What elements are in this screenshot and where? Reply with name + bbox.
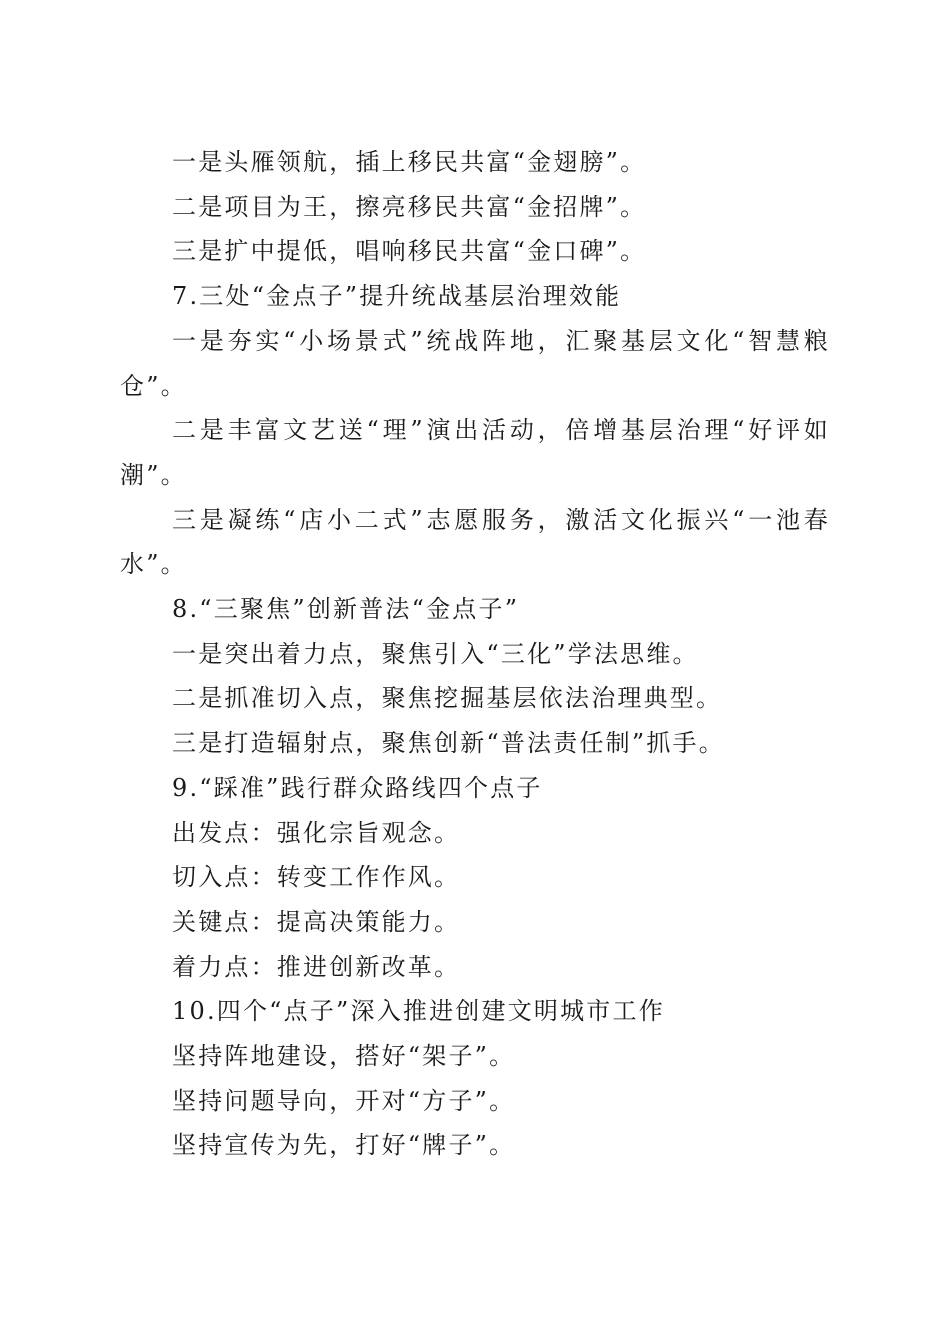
section-heading-9: 9.“踩准”践行群众路线四个点子 xyxy=(172,773,543,802)
paragraph: 坚持阵地建设，搭好“架子”。 xyxy=(172,1042,516,1071)
section-heading-7: 7.三处“金点子”提升统战基层治理效能 xyxy=(172,282,622,311)
paragraph: 坚持问题导向，开对“方子”。 xyxy=(172,1086,516,1115)
paragraph: 一是夯实“小场景式”统战阵地，汇聚基层文化“智慧粮仓”。 xyxy=(120,326,830,400)
section-heading-10: 10.四个“点子”深入推进创建文明城市工作 xyxy=(172,997,665,1026)
paragraph: 三是打造辐射点，聚焦创新“普法责任制”抓手。 xyxy=(172,729,725,758)
paragraph: 坚持宣传为先，打好“牌子”。 xyxy=(172,1131,516,1160)
paragraph: 出发点：强化宗旨观念。 xyxy=(172,818,461,847)
paragraph: 切入点：转变工作作风。 xyxy=(172,863,461,892)
paragraph: 三是扩中提低，唱响移民共富“金口碑”。 xyxy=(172,237,647,266)
paragraph: 二是项目为王，擦亮移民共富“金招牌”。 xyxy=(172,192,647,221)
paragraph: 二是丰富文艺送“理”演出活动，倍增基层治理“好评如潮”。 xyxy=(120,416,830,489)
paragraph: 三是凝练“店小二式”志愿服务，激活文化振兴“一池春水”。 xyxy=(120,505,830,579)
paragraph: 一是突出着力点，聚焦引入“三化”学法思维。 xyxy=(172,639,699,668)
paragraph: 一是头雁领航，插上移民共富“金翅膀”。 xyxy=(172,148,647,176)
paragraph: 关键点：提高决策能力。 xyxy=(172,907,461,936)
paragraph: 着力点：推进创新改革。 xyxy=(172,952,461,981)
section-heading-8: 8.“三聚焦”创新普法“金点子” xyxy=(172,595,520,624)
document-body xyxy=(120,140,830,1168)
paragraph: 二是抓准切入点，聚焦挖掘基层依法治理典型。 xyxy=(172,684,723,713)
